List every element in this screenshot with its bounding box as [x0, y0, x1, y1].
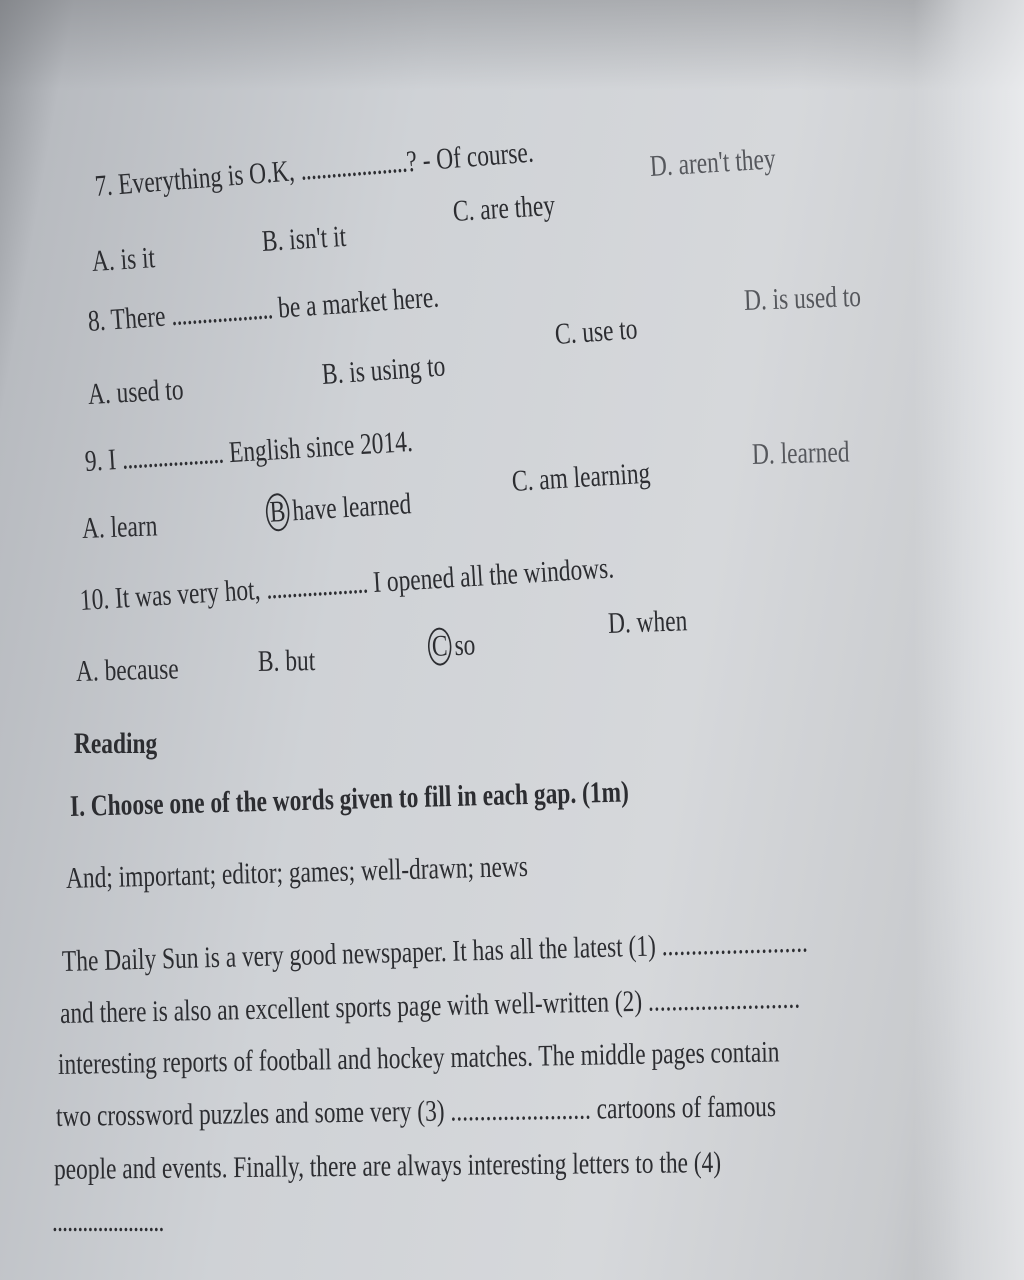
q8-option-d: D. is used to [743, 279, 862, 317]
q7-option-d: D. aren't they [648, 142, 777, 183]
q9-option-d: D. learned [751, 435, 850, 471]
q10-blank: .................... [265, 566, 369, 606]
q9-option-b-text: have learned [291, 487, 413, 528]
passage-line-5: people and events. Finally, there are always interesting letters to the (4) [53, 1146, 722, 1186]
question-8-stem [87, 281, 440, 339]
q10-text-a: 10. It was very hot, [78, 572, 268, 617]
q9-selected-answer-circle: B [265, 493, 291, 532]
passage-line-3: interesting reports of football and hockey matches. The middle pages contain [57, 1035, 780, 1081]
q7-text-a: 7. Everything is O.K, [93, 153, 302, 203]
q8-option-c: C. use to [553, 312, 639, 351]
reading-heading: Reading [74, 727, 158, 760]
q9-text-b: English since 2014. [222, 424, 414, 470]
passage-line-1: The Daily Sun is a very good newspaper. It has all the latest (1) ......................... [61, 925, 809, 978]
q8-text-b: be a market here. [271, 280, 441, 326]
passage-line-6-blank: ...................... [52, 1205, 164, 1238]
q7-option-b: B. isn't it [260, 219, 348, 258]
passage-line-4: two crossword puzzles and some very (3) ........................ cartoons of famous [55, 1089, 777, 1133]
q8-blank: .................... [169, 292, 274, 333]
q8-option-b: B. is using to [320, 349, 447, 391]
q10-option-c [427, 626, 476, 666]
q9-option-b [265, 485, 412, 532]
q10-option-b: B. but [257, 644, 316, 678]
q10-text-b: I opened all the windows. [366, 551, 615, 600]
q7-blank: ..................... [299, 145, 408, 187]
question-10-stem [79, 551, 615, 618]
passage-line-2: and there is also an excellent sports page with well-written (2) .......................... [59, 981, 801, 1030]
q9-text-a: 9. I [83, 442, 123, 478]
q9-option-a: A. learn [81, 509, 158, 545]
question-9-stem [84, 425, 414, 479]
q7-option-a: A. is it [90, 241, 156, 278]
q10-selected-answer-circle: C [427, 627, 452, 666]
reading-instruction: I. Choose one of the words given to fill in each gap. (1m) [69, 775, 630, 823]
q7-option-c: C. are they [451, 188, 556, 228]
q7-text-b: ? - Of course. [405, 135, 535, 179]
q8-text-a: 8. There [86, 299, 173, 338]
q9-blank: .................... [120, 436, 225, 476]
q9-option-c: C. am learning [510, 456, 652, 498]
q10-option-c-text: so [453, 628, 476, 663]
q8-option-a: A. used to [87, 373, 185, 411]
q10-option-d: D. when [607, 604, 688, 640]
q10-option-a: A. because [75, 652, 180, 688]
word-bank: And; important; editor; games; well-drawn; news [65, 849, 529, 895]
